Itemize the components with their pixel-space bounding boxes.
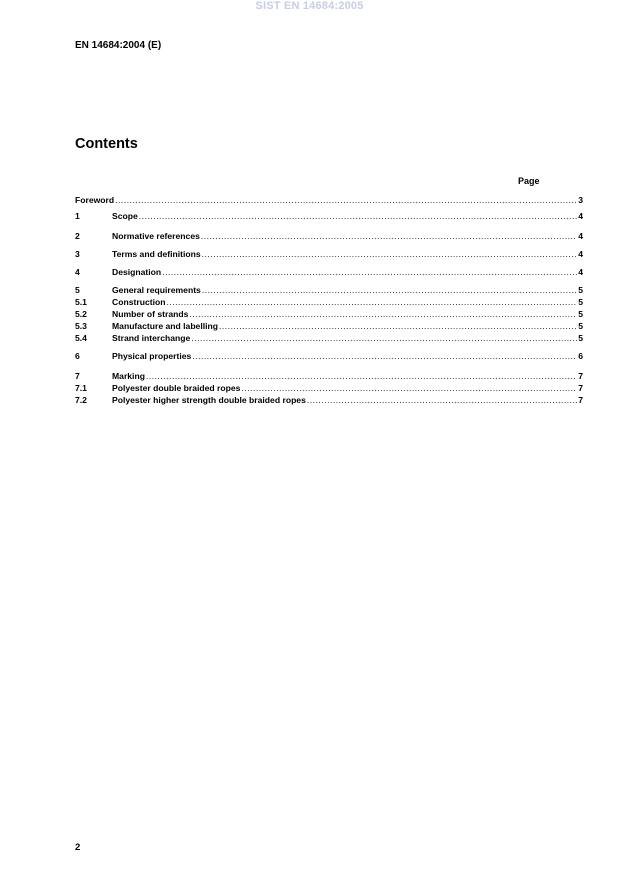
toc-entry-scope[interactable] <box>75 210 583 222</box>
page-number: 2 <box>75 842 81 853</box>
dot-leader <box>162 266 577 278</box>
toc-entry-page: 4 <box>578 267 583 277</box>
dot-leader <box>241 382 577 394</box>
page-column-label: Page <box>518 176 540 186</box>
toc-entry-title: Polyester higher strength double braided ropes <box>112 395 306 405</box>
toc-entry-title: Foreword <box>75 195 115 205</box>
toc-entry-title: Construction <box>112 297 166 307</box>
toc-entry-title: Scope <box>112 211 138 221</box>
toc-entry-construction[interactable] <box>75 296 583 308</box>
dot-leader <box>166 296 577 308</box>
toc-entry-number: 3 <box>75 249 80 259</box>
toc-entry-polyester-double-braided-ropes[interactable] <box>75 382 583 394</box>
toc-entry-number: 6 <box>75 351 80 361</box>
dot-leader <box>146 370 577 382</box>
dot-leader <box>201 230 577 242</box>
toc-entry-page: 4 <box>578 231 583 241</box>
toc-entry-number: 5.4 <box>75 333 87 343</box>
toc-entry-designation[interactable] <box>75 266 583 278</box>
dot-leader <box>307 394 577 406</box>
toc-entry-title: Strand interchange <box>112 333 191 343</box>
toc-entry-title: General requirements <box>112 285 201 295</box>
toc-entry-number: 7.1 <box>75 383 87 393</box>
dot-leader <box>219 320 577 332</box>
toc-entry-page: 5 <box>578 285 583 295</box>
toc-entry-page: 6 <box>578 351 583 361</box>
toc-entry-number: 5.3 <box>75 321 87 331</box>
toc-entry-title: Number of strands <box>112 309 189 319</box>
toc-entry-general-requirements[interactable] <box>75 284 583 296</box>
toc-entry-number: 1 <box>75 211 80 221</box>
toc-entry-strand-interchange[interactable] <box>75 332 583 344</box>
dot-leader <box>191 332 577 344</box>
dot-leader <box>189 308 577 320</box>
toc-entry-title: Designation <box>112 267 162 277</box>
toc-entry-marking[interactable] <box>75 370 583 382</box>
toc-entry-title: Manufacture and labelling <box>112 321 219 331</box>
toc-entry-title: Terms and definitions <box>112 249 201 259</box>
toc-entry-page: 4 <box>578 211 583 221</box>
toc-entry-title: Normative references <box>112 231 200 241</box>
dot-leader <box>202 248 578 260</box>
dot-leader <box>115 194 577 206</box>
toc-entry-terms-and-definitions[interactable] <box>75 248 583 260</box>
toc-entry-title: Polyester double braided ropes <box>112 383 241 393</box>
toc-entry-title: Physical properties <box>112 351 192 361</box>
toc-entry-normative-references[interactable] <box>75 230 583 242</box>
toc-entry-page: 4 <box>578 249 583 259</box>
toc-entry-page: 5 <box>578 333 583 343</box>
dot-leader <box>202 284 577 296</box>
toc-entry-manufacture-and-labelling[interactable] <box>75 320 583 332</box>
toc-entry-page: 5 <box>578 297 583 307</box>
dot-leader <box>192 350 577 362</box>
toc-entry-number: 7 <box>75 371 80 381</box>
document-id: EN 14684:2004 (E) <box>75 40 162 51</box>
toc-entry-foreword[interactable] <box>75 194 583 206</box>
toc-entry-page: 5 <box>578 321 583 331</box>
toc-entry-number: 5.2 <box>75 309 87 319</box>
contents-heading: Contents <box>75 136 138 152</box>
toc-entry-number: 7.2 <box>75 395 87 405</box>
toc-entry-number: 4 <box>75 267 80 277</box>
toc-entry-page: 7 <box>578 395 583 405</box>
toc-entry-polyester-higher-strength-ropes[interactable] <box>75 394 583 406</box>
toc-entry-physical-properties[interactable] <box>75 350 583 362</box>
toc-entry-page: 7 <box>578 383 583 393</box>
toc-entry-page: 7 <box>578 371 583 381</box>
toc-entry-page: 3 <box>578 195 583 205</box>
toc-entry-number: 2 <box>75 231 80 241</box>
toc-entry-number: 5 <box>75 285 80 295</box>
watermark: SIST EN 14684:2005 <box>255 0 364 12</box>
toc-entry-page: 5 <box>578 309 583 319</box>
dot-leader <box>139 210 577 222</box>
toc-entry-number-of-strands[interactable] <box>75 308 583 320</box>
toc-entry-title: Marking <box>112 371 145 381</box>
toc-entry-number: 5.1 <box>75 297 87 307</box>
